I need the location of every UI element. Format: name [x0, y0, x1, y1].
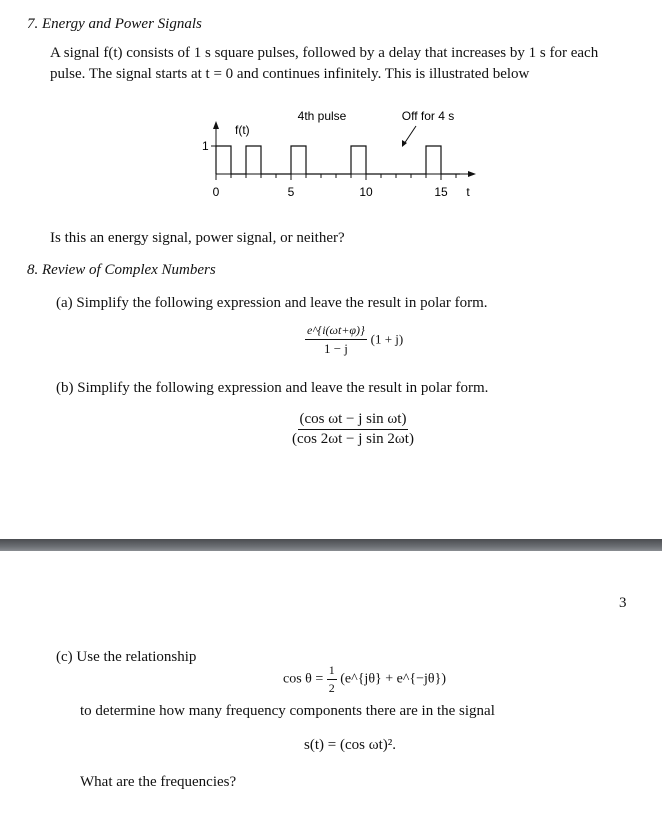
q8c-eq-frac-den: 2 [328, 681, 335, 695]
q8a-fraction [305, 323, 367, 357]
q7-text-line1: A signal f(t) consists of 1 s square pulses, followed by a delay that increases by 1 s for each [50, 45, 599, 61]
q8b-text: (b) Simplify the following expression and leave the result in polar form. [56, 380, 489, 396]
y-label-1: 1 [202, 139, 209, 153]
y-axis-arrow [213, 121, 219, 129]
page-number: 3 [619, 595, 627, 611]
q8c-eq-frac-num: 1 [327, 663, 337, 680]
q8a-multiplier: (1 + j) [370, 331, 404, 347]
q8b-numerator: (cos ωt − j sin ωt) [298, 411, 409, 430]
q8c-eq-fraction [327, 663, 337, 696]
x-axis-arrow [468, 171, 476, 177]
q8b-expression [290, 411, 416, 448]
q8-title: 8. Review of Complex Numbers [27, 262, 216, 278]
q8b-denominator: (cos 2ωt − j sin 2ωt) [292, 431, 414, 447]
x-label-t: t [466, 185, 470, 199]
x-label-15: 15 [434, 185, 448, 199]
q7-title: 7. Energy and Power Signals [27, 16, 202, 32]
q8c-signal: s(t) = (cos ωt)². [304, 737, 396, 753]
page-divider [0, 539, 662, 551]
q8c-text: (c) Use the relationship [56, 649, 197, 665]
annot-4th-pulse: 4th pulse [297, 109, 347, 123]
annot-arrow-line [404, 126, 416, 144]
q7-text-line2: pulse. The signal starts at t = 0 and continues infinitely. This is illustrated below [50, 66, 530, 82]
q8a-expression [305, 323, 403, 357]
q8a-numerator: e^{i(ωt+φ)} [305, 323, 367, 340]
q8c-eq-rhs: (e^{jθ} + e^{−jθ}) [340, 671, 447, 687]
q7-question: Is this an energy signal, power signal, or neither? [50, 230, 345, 246]
q8c-question: What are the frequencies? [80, 774, 237, 790]
y-axis-label: f(t) [235, 123, 250, 137]
annot-off-for-4s: Off for 4 s [401, 109, 455, 123]
q8c-equation [283, 663, 446, 696]
q8a-text: (a) Simplify the following expression and leave the result in polar form. [56, 295, 488, 311]
x-label-10: 10 [359, 185, 373, 199]
x-label-0: 0 [212, 185, 220, 199]
x-label-5: 5 [287, 185, 295, 199]
q8c-text2: to determine how many frequency components there are in the signal [80, 703, 495, 719]
x-ticks [216, 174, 456, 180]
pulse-train [216, 146, 460, 174]
pulse-train-figure [180, 104, 490, 204]
q8c-eq-lhs: cos θ = [283, 671, 324, 687]
q8b-fraction [290, 411, 416, 448]
q8a-denominator: 1 − j [323, 341, 348, 356]
